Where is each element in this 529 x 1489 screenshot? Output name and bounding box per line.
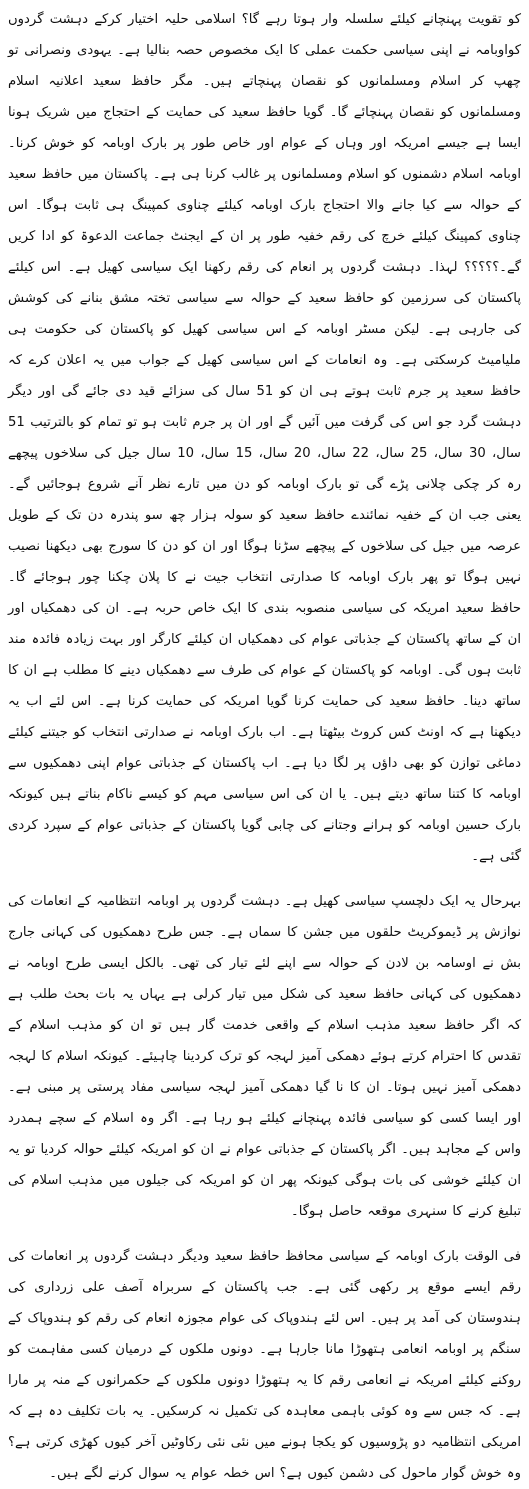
article-paragraph-2: بہرحال یہ ایک دلچسپ سیاسی کھیل ہے۔ دہشت گردوں پر اوبامہ انتظامیہ کے انعامات کی نوازش پر ڈیموکریٹ حلقوں میں جشن کا سماں ہے۔ جس طرح دھمکیوں کی کہانی جارج بش نے اوسامہ بن لادن کے حوالہ سے اپنے لئے تیار کی تھی۔ بالکل ایسی طرح اوبامہ نے دھمکیوں کی کہانی حافظ سعید کی شکل میں تیار کرلی ہے یہاں یہ بات بحث طلب ہے کہ اگر حافظ سعید مذہب اسلام کے واقعی خدمت گار ہیں تو ان کو مذہب اسلام کے تقدس کا احترام کرتے ہوئے دھمکی آمیز لہجہ کو ترک کردینا چاہیئے۔ کیونکہ اسلام کا لہجہ دھمکی آمیز نہیں ہوتا۔ ان کا نا گیا دھمکی آمیز لہجہ سیاسی مفاد پرستی پر مبنی ہے۔ اور ایسا کسی کو سیاسی فائدہ پہنچانے کیلئے ہو رہا ہے۔ اگر وہ اسلام کے سچے ہمدرد واس کے مجاہد ہیں۔ اگر پاکستان کے جذباتی عوام نے ان کو امریکہ کیلئے حوالہ کردیا تو یہ ان کیلئے خوشی کی بات ہوگی کیونکہ پھر ان کو امریکہ کی جیلوں میں مذہب اسلام کی تبلیغ کرنے کا سنہری موقعہ حاصل ہوگا۔	[8, 894, 521, 1219]
article-paragraph-3: فی الوقت بارک اوبامہ کے سیاسی محافظ حافظ سعید ودیگر دہشت گردوں پر انعامات کی رقم ایسے موقع پر رکھی گئی ہے۔ جب پاکستان کے سربراہ آصف علی زرداری کی ہندوستان کی آمد پر ہیں۔ اس لئے ہندوپاک کی عوام مجوزہ انعام کی رقم کو ہندوپاک کے سنگم پر اوبامہ انعامی ہتھوڑا مانا جارہا ہے۔ دونوں ملکوں کے درمیان کسی مفاہمت کو روکنے کیلئے امریکہ نے انعامی رقم کا یہ ہتھوڑا دونوں ملکوں کے حکمرانوں کے منہ پر مارا ہے۔ کہ جس سے وہ کوئی باہمی معاہدہ کی تکمیل نہ کرسکیں۔ یہ بات تکلیف دہ ہے کہ امریکی انتظامیہ دو پڑوسیوں کو یکجا ہونے میں نئی نئی رکاوٹیں آخر کیوں کھڑی کرتی ہے؟ وہ خوش گوار ماحول کی دشمن کیوں ہے؟ اس خطہ عوام یہ سوال کرنے لگے ہیں۔	[8, 1249, 521, 1481]
article-paragraph-1: کو تقویت پہنچانے کیلئے سلسلہ وار ہوتا رہے گا؟ اسلامی حلیہ اختیار کرکے دہشت گردوں کواوبامہ نے اپنی سیاسی حکمت عملی کا ایک مخصوص حصہ بنالیا ہے۔ یہودی ونصرانی تو چھپ کر اسلام ومسلمانوں کو نقصان پہنچاتے ہیں۔ مگر حافظ سعید اعلانیہ اسلام ومسلمانوں کو نقصان پہنچائے گا۔ گویا حافظ سعید کی حمایت کے احتجاج میں شریک ہونا ایسا ہے جیسے امریکہ اور وہاں کے عوام اور خاص طور پر بارک اوبامہ کو خوش کرنا۔ اوبامہ اسلام دشمنوں کو اسلام ومسلمانوں پر غالب کرنا ہی ہے۔ پاکستان میں حافظ سعید کے حوالہ سے کیا جانے والا احتجاج بارک اوبامہ کیلئے چناوی کمپینگ ہی ثابت ہوگا۔ اس چناوی کمپینگ کیلئے خرچ کی رقم خفیہ طور پر ان کے ایجنٹ جماعت الدعوۃ کو ادا کریں گے۔؟؟؟؟؟ لہذا۔ دہشت گردوں پر انعام کی رقم رکھنا ایک سیاسی کھیل ہے۔ اس کیلئے پاکستان کی سرزمین کو حافظ سعید کے حوالہ سے سیاسی تختہ مشق بنانے کی کوشش کی جارہی ہے۔ لیکن مسٹر اوبامہ کے اس سیاسی کھیل کو پاکستان کی حکومت ہی ملیامیٹ کرسکتی ہے۔ وہ انعامات کے اس سیاسی کھیل کے جواب میں یہ اعلان کرے کہ حافظ سعید پر جرم ثابت ہوتے ہی ان کو 51 سال کی سزائے قید دی جائے گی اور دیگر دہشت گرد جو اس کی گرفت میں آئیں گے اور ان پر جرم ثابت ہو تو تمام کو بالترتیب 51 سال، 30 سال، 25 سال، 22 سال، 20 سال، 15 سال، 10 سال جیل کی سلاخوں پیچھے رہ کر چکی چلانی پڑے گی تو بارک اوبامہ کو دن میں تارے نظر آنے شروع ہوجائیں گے۔ یعنی جب ان کے خفیہ نمائندے حافظ سعید کو سولہ ہزار چھ سو پندرہ دن تک کے طویل عرصہ میں جیل کی سلاخوں کے پیچھے سڑنا ہوگا اور ان کو دن کا سورج بھی دیکھنا نصیب نہیں ہوگا تو پھر بارک اوبامہ کا صدارتی انتخاب جیت نے کا پلان چکنا چور ہوجائے گا۔ حافظ سعید امریکہ کی سیاسی منصوبہ بندی کا ایک خاص حربہ ہے۔ ان کی دھمکیاں اور ان کے ساتھ پاکستان کے جذباتی عوام کی دھمکیاں ان کیلئے کارگر اور بہت زیادہ فائدہ مند ثابت ہوں گی۔ اوبامہ کو پاکستان کے عوام کی طرف سے دھمکیاں دینے کا مطلب ہے ان کا ساتھ دینا۔ حافظ سعید کی حمایت کرنا گویا امریکہ کی حمایت کرنا ہے۔ اس لئے اب یہ دیکھنا ہے کہ اونٹ کس کروٹ بیٹھتا ہے۔ اب بارک اوبامہ نے صدارتی انتخاب کو جیتنے کیلئے دماغی توازن کو بھی داؤں پر لگا دیا ہے۔ اب پاکستان کے جذباتی عوام اپنی دھمکیوں سے اوبامہ کا کتنا ساتھ دیتے ہیں۔ یا ان کی اس سیاسی مہم کو کیسے ناکام بناتے ہیں کیونکہ بارک حسین اوبامہ کو ہرانے وجتانے کی چابی گویا پاکستان کے جذباتی عوام کے سپرد کردی گئی ہے۔	[8, 12, 521, 864]
